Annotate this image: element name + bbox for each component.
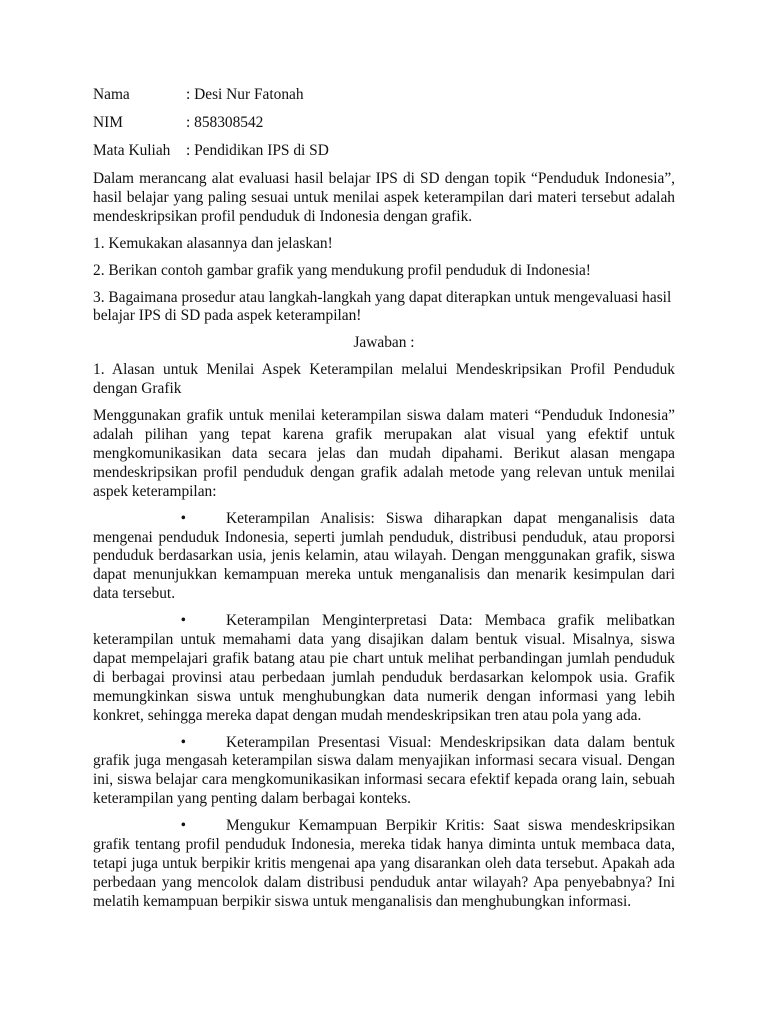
section-1-intro: Menggunakan grafik untuk menilai keterampilan siswa dalam materi “Penduduk Indonesia” adalah pilihan yang tepat karena grafik merupakan alat visual yang efektif untuk mengkomunikasikan data secara jelas dan mudah dipahami. Berikut alasan mengapa mendeskripsikan profil penduduk dengan grafik adalah metode yang relevan untuk menilai aspek keterampilan:	[93, 407, 675, 500]
question-item-2: 2. Berikan contoh gambar grafik yang mendukung profil penduduk di Indonesia!	[93, 261, 591, 279]
section-1-title: 1. Alasan untuk Menilai Aspek Keterampilan melalui Mendeskripsikan Profil Penduduk dengan Grafik	[93, 361, 675, 398]
info-value-course: : Pendidikan IPS di SD	[186, 142, 329, 159]
bullet-item	[93, 734, 675, 810]
bullet-icon: •	[180, 817, 186, 835]
bullet-text-analisis: Keterampilan Analisis: Siswa diharapkan dapat menganalisis data mengenai penduduk Indonesia, seperti jumlah penduduk, distribusi penduduk, atau proporsi penduduk berdasarkan usia, jenis kelamin, atau wilayah. Dengan menggunakan grafik, siswa dapat menunjukkan kemampuan mereka untuk menganalisis dan menarik kesimpulan dari data tersebut.	[93, 509, 675, 603]
bullet-item	[93, 817, 675, 912]
info-label-name: Nama	[93, 86, 130, 103]
info-row-name	[93, 86, 675, 105]
bullet-item	[93, 612, 675, 725]
bullet-text-berpikir-kritis: Mengukur Kemampuan Berpikir Kritis: Saat siswa mendeskripsikan grafik tentang profil penduduk Indonesia, mereka tidak hanya diminta untuk membaca data, tetapi juga untuk berpikir kritis mengenai apa yang disarankan oleh data tersebut. Apakah ada perbedaan yang mencolok dalam distribusi penduduk antar wilayah? Apa penyebabnya? Ini melatih kemampuan berpikir siswa untuk menganalisis dan menghubungkan informasi.	[93, 817, 675, 910]
info-value-nim: : 858308542	[186, 114, 264, 131]
info-value-name: : Desi Nur Fatonah	[186, 86, 304, 103]
info-row-course	[93, 142, 675, 161]
document-page	[93, 86, 675, 920]
info-row-nim	[93, 114, 675, 133]
bullet-text-presentasi: Keterampilan Presentasi Visual: Mendeskripsikan data dalam bentuk grafik juga mengasah keterampilan siswa dalam menyajikan informasi secara visual. Dengan ini, siswa belajar cara mengkomunikasikan informasi secara efektif kepada orang lain, sebuah keterampilan yang penting dalam berbagai konteks.	[93, 733, 675, 808]
question-item-3: 3. Bagaimana prosedur atau langkah-langkah yang dapat diterapkan untuk mengevaluasi hasil belajar IPS di SD pada aspek keterampilan!	[93, 288, 672, 325]
question-item-1: 1. Kemukakan alasannya dan jelaskan!	[93, 234, 333, 252]
answer-heading: Jawaban :	[353, 334, 415, 352]
bullet-item	[93, 510, 675, 605]
bullet-icon: •	[180, 612, 186, 630]
bullet-text-interpretasi: Keterampilan Menginterpretasi Data: Membaca grafik melibatkan keterampilan untuk memahami data yang disajikan dalam bentuk visual. Misalnya, siswa dapat mempelajari grafik batang atau pie chart untuk melihat perbandingan jumlah penduduk di berbagai provinsi atau perbedaan jumlah penduduk berdasarkan kelompok usia. Grafik memungkinkan siswa untuk menghubungkan data numerik dengan informasi yang lebih konkret, sehingga mereka dapat dengan mudah mendeskripsikan tren atau pola yang ada.	[93, 612, 675, 724]
question-intro: Dalam merancang alat evaluasi hasil belajar IPS di SD dengan topik “Penduduk Indonesia”, hasil belajar yang paling sesuai untuk menilai aspek keterampilan dari materi tersebut adalah mendeskripsikan profil penduduk di Indonesia dengan grafik.	[93, 170, 675, 225]
bullet-icon: •	[180, 509, 186, 527]
bullet-icon: •	[180, 733, 186, 751]
info-label-course: Mata Kuliah	[93, 142, 171, 159]
info-label-nim: NIM	[93, 114, 123, 131]
